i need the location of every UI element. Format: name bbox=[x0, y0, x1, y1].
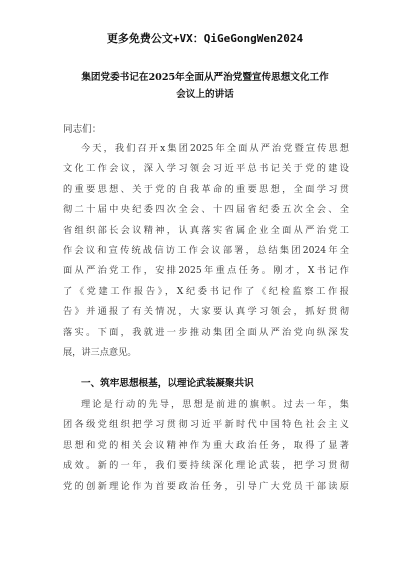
paragraph-line: 成效。新的一年，我们要持续深化理论武装，把学习贯彻 bbox=[63, 460, 349, 472]
watermark-text: 更多免费公文+VX：QiGeGongWen2024 bbox=[106, 32, 304, 45]
title-line-1: 集团党委书记在2025年全面从严治党暨宣传思想文化工作 bbox=[81, 72, 329, 83]
paragraph-line: 省组织部长会议精神，认真落实省属企业全面从严治党工 bbox=[63, 224, 349, 236]
paragraph-line: 文化工作会议，深入学习领会习近平总书记关于党的建设 bbox=[63, 163, 349, 175]
paragraph-line: 了《党建工作报告》，X纪委书记作了《纪检监察工作报 bbox=[63, 285, 349, 297]
paragraph-1 bbox=[63, 139, 349, 363]
paragraph-2 bbox=[63, 395, 349, 497]
document-title bbox=[40, 69, 370, 103]
paragraph-line: 理论是行动的先导，思想是前进的旗帜。过去一年，集 bbox=[81, 399, 349, 410]
paragraph-line: 思想和党的相关会议精神作为重大政治任务，取得了显著 bbox=[63, 439, 349, 451]
paragraph-line: 落实。下面，我就进一步推动集团全面从严治党向纵深发 bbox=[63, 326, 349, 338]
paragraph-line: 党的创新理论作为首要政治任务，引导广大党员干部读原 bbox=[63, 480, 349, 492]
paragraph-line: 团各级党组织把学习贯彻习近平新时代中国特色社会主义 bbox=[63, 419, 349, 431]
paragraph-line: 的重要思想、关于党的自我革命的重要思想，全面学习贯 bbox=[63, 183, 349, 195]
title-line-2: 会议上的讲话 bbox=[176, 89, 234, 100]
paragraph-line: 今天，我们召开x集团2025年全面从严治党暨宣传思想 bbox=[81, 143, 349, 154]
paragraph-line: 告》并通报了有关情况，大家要认真学习领会，抓好贯彻 bbox=[63, 306, 349, 318]
section-heading-1: 一、筑牢思想根基，以理论武装凝聚共识 bbox=[81, 378, 254, 389]
paragraph-line: 展，讲三点意见。 bbox=[63, 346, 137, 358]
paragraph-line: 彻二十届中央纪委四次全会、十四届省纪委五次全会、全 bbox=[63, 204, 349, 216]
salutation: 同志们： bbox=[63, 124, 102, 135]
paragraph-line: 面从严治党工作，安排2025年重点任务。刚才，X书记作 bbox=[63, 265, 349, 277]
paragraph-line: 作会议和宣传统战信访工作会议部署，总结集团2024年全 bbox=[63, 244, 349, 256]
